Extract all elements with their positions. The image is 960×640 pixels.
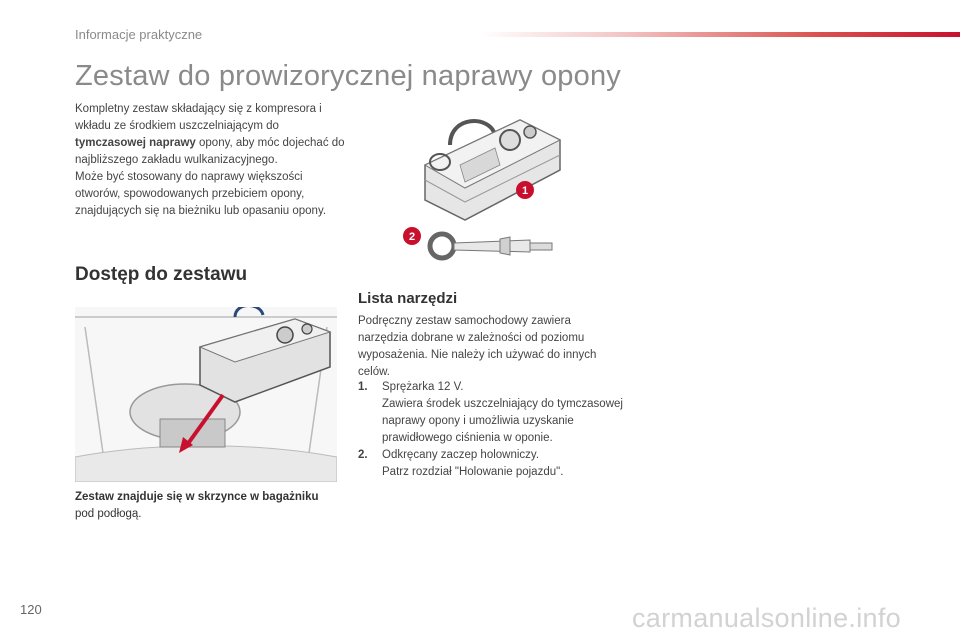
list-item-title: Sprężarka 12 V. [382,381,464,393]
header-accent-bar [480,32,960,37]
trunk-illustration [75,307,337,482]
access-caption-rest: pod podłogą. [75,508,142,520]
gauge-icon-overlay [277,327,293,343]
rear-bumper [75,446,337,482]
access-caption [75,489,355,523]
list-item [358,379,623,447]
gauge-icon [500,130,520,150]
list-item-title: Odkręcany zaczep holowniczy. [382,449,540,461]
page-title: Zestaw do prowizorycznej naprawy opony [75,60,621,92]
list-item-number: 2. [358,449,368,461]
intro-text-part3: Może być stosowany do naprawy większości otworów, spowodowanych przebiciem opony, znajdujących się na bieżniku lub opasaniu opony. [75,171,327,217]
intro-bold: tymczasowej naprawy [75,137,196,149]
page-number: 120 [20,602,42,617]
tools-intro: Podręczny zestaw samochodowy zawiera narzędzia dobrane w zależności od poziomu wyposażenia. Nie należy ich używać do innych celów. [358,315,597,378]
list-item-text [382,379,623,447]
tow-hook-collar [500,237,510,255]
callout-2-label: 2 [408,231,416,243]
storage-box [160,419,225,447]
callout-1-label: 1 [521,185,529,197]
watermark: carmanualsonline.info [632,603,901,633]
list-item-desc: Zawiera środek uszczelniający do tymczasowej naprawy opony i umożliwia uzyskanie prawidłowego ciśnienia w oponie. [382,398,623,444]
tools-list [358,379,623,481]
list-item-number: 1. [358,381,368,393]
access-caption-bold: Zestaw znajduje się w skrzynce w bagażniku [75,491,319,503]
list-item-desc: Patrz rozdział "Holowanie pojazdu". [382,466,564,478]
tools-heading: Lista narzędzi [358,290,458,307]
tow-hook-thread [530,243,552,250]
intro-text-part2: opony, aby móc dojechać do najbliższego zakładu wulkanizacyjnego. [75,137,345,166]
tow-hook-ring [430,234,454,258]
knob-icon-overlay [302,324,312,334]
tow-hook-shaft [454,240,530,252]
section-header: Informacje praktyczne [75,27,203,42]
intro-text [75,101,345,220]
knob-icon [524,126,536,138]
list-item [358,447,623,481]
list-item-text [382,447,563,481]
repair-kit-illustration [400,110,570,270]
access-heading: Dostęp do zestawu [75,264,248,285]
intro-text-part1: Kompletny zestaw składający się z kompresora i wkładu ze środkiem uszczelniającym do [75,103,322,132]
